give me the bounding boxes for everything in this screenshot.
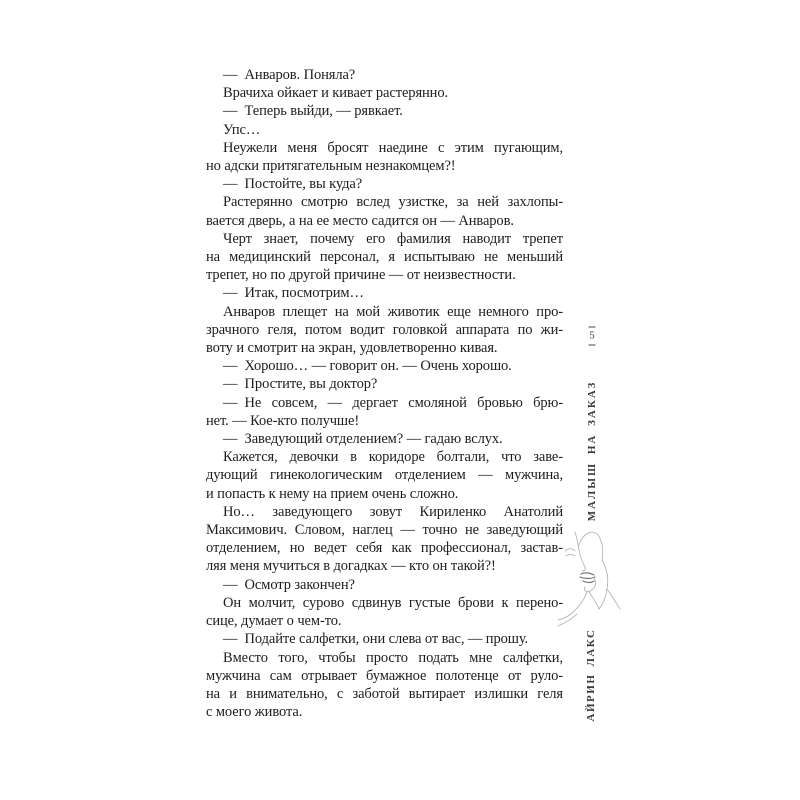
page-number-rule-top <box>589 327 596 328</box>
text-line: дующий гинекологическим отделением — мужчина, <box>206 467 563 484</box>
text-line: мужчина сам отрывает бумажное полотенце от руло- <box>206 667 563 684</box>
paragraph <box>206 102 563 120</box>
paragraph <box>206 139 563 175</box>
paragraph <box>206 576 563 594</box>
text-line: Черт знает, почему его фамилия наводит трепет <box>223 230 563 247</box>
text-line: — Итак, посмотрим… <box>223 285 364 302</box>
paragraph <box>206 630 563 648</box>
text-line: Неужели меня бросят наедине с этим пугающим, <box>223 139 563 156</box>
kiss-illustration-icon <box>555 529 623 627</box>
paragraph <box>206 84 563 102</box>
text-line: — Заведующий отделением? — гадаю вслух. <box>223 431 503 448</box>
text-line: отделением, но ведет себя как профессионал, застав- <box>206 540 563 557</box>
book-title-vertical: МАЛЫШ НА ЗАКАЗ <box>586 380 598 522</box>
text-line: — Хорошо… — говорит он. — Очень хорошо. <box>223 358 512 375</box>
paragraph <box>206 303 563 358</box>
text-line: Но… заведующего зовут Кириленко Анатолий <box>223 503 563 520</box>
paragraph <box>206 594 563 630</box>
page-text <box>206 66 563 721</box>
text-line: сице, думает о чем-то. <box>206 613 342 630</box>
text-line: — Простите, вы доктор? <box>223 376 378 393</box>
paragraph <box>206 430 563 448</box>
page-number-rule-bottom <box>589 345 596 346</box>
text-line: на и внимательно, с заботой вытирает излишки геля <box>206 685 563 702</box>
text-line: вается дверь, а на ее место садится он — Анваров. <box>206 212 514 229</box>
page-number-value: 5 <box>589 330 595 342</box>
text-line: Растерянно смотрю вслед узистке, за ней захлопы- <box>223 194 563 211</box>
paragraph <box>206 649 563 722</box>
paragraph <box>206 193 563 229</box>
text-line: ляя меня мучиться в догадках — кто он такой?! <box>206 558 496 575</box>
paragraph <box>206 230 563 285</box>
text-line: Он молчит, сурово сдвинув густые брови к перено- <box>223 594 563 611</box>
text-line: — Теперь выйди, — рявкает. <box>223 103 403 120</box>
text-line: Анваров плещет на мой животик еще немного про- <box>223 303 563 320</box>
text-line: Кажется, девочки в коридоре болтали, что заве- <box>223 449 563 466</box>
text-line: — Постойте, вы куда? <box>223 176 363 193</box>
text-line: Врачиха ойкает и кивает растерянно. <box>223 85 449 102</box>
text-line: нет. — Кое-кто получше! <box>206 412 360 429</box>
paragraph <box>206 394 563 430</box>
text-line: и попасть к нему на прием очень сложно. <box>206 485 459 502</box>
text-line: трепет, но по другой причине — от неизвестности. <box>206 267 516 284</box>
text-line: Максимович. Словом, наглец — точно не заведующий <box>206 522 563 539</box>
paragraph <box>206 448 563 503</box>
paragraph <box>206 66 563 84</box>
text-line: — Анваров. Поняла? <box>223 67 356 83</box>
paragraph <box>206 284 563 302</box>
text-line: с моего живота. <box>206 704 303 721</box>
text-line: — Подайте салфетки, они слева от вас, — прошу. <box>223 631 529 648</box>
page-number <box>589 327 596 346</box>
book-author-vertical: АЙРИН ЛАКС <box>585 628 597 722</box>
text-line: зрачного геля, потом водит головкой аппарата по жи- <box>206 321 563 338</box>
text-line: Упс… <box>223 121 261 138</box>
text-line: Вместо того, чтобы просто подать мне салфетки, <box>223 649 563 666</box>
text-line: на медицинский персонал, я испытываю не меньший <box>206 249 563 266</box>
text-line: — Осмотр закончен? <box>223 576 355 593</box>
text-line: воту и смотрит на экран, удовлетворенно кивая. <box>206 340 498 357</box>
paragraph <box>206 175 563 193</box>
paragraph <box>206 357 563 375</box>
text-line: — Не совсем, — дергает смоляной бровью брю- <box>223 394 563 411</box>
paragraph <box>206 503 563 576</box>
paragraph <box>206 121 563 139</box>
paragraph <box>206 375 563 393</box>
text-line: но адски притягательным незнакомцем?! <box>206 158 456 175</box>
